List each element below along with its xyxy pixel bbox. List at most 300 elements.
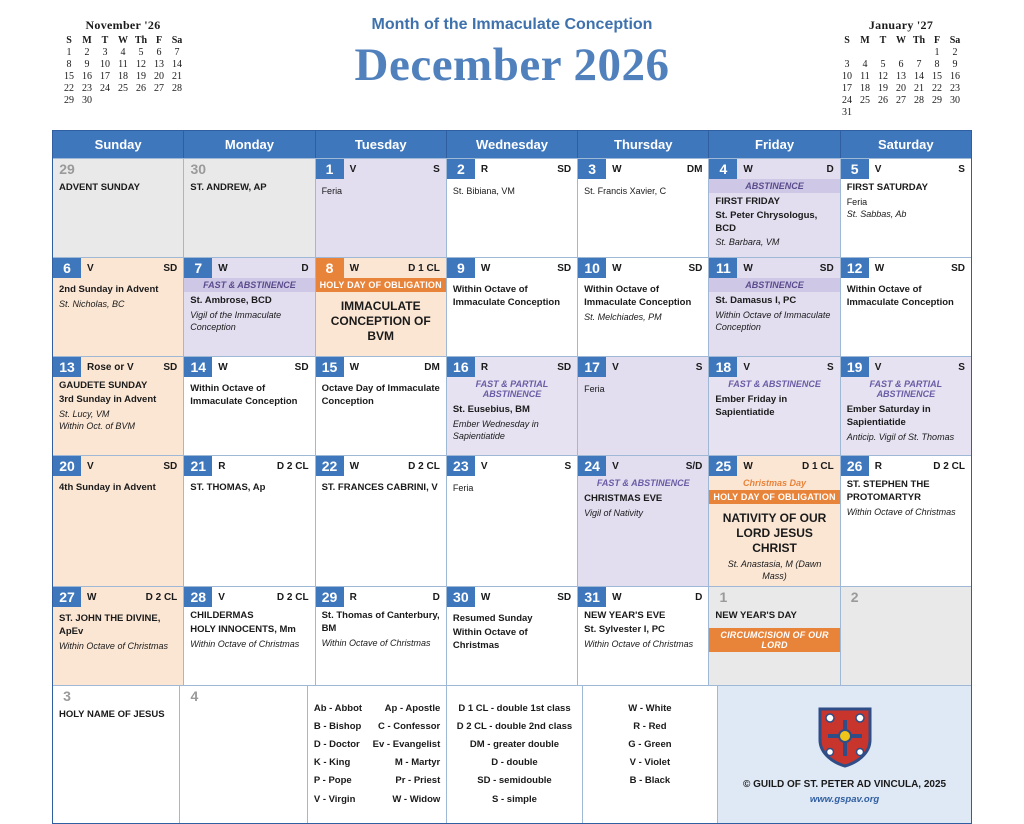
liturgical-color-code: V bbox=[874, 361, 882, 373]
day-entry: Ember Friday in Sapientiatide bbox=[715, 394, 788, 418]
day-number: 21 bbox=[184, 456, 212, 476]
liturgical-color-code: W bbox=[480, 262, 491, 274]
mini-day: 8 bbox=[934, 59, 940, 70]
mini-dow: Sa bbox=[949, 35, 961, 46]
liturgical-color-code: V bbox=[218, 591, 225, 603]
mini-calendar-previous-grid bbox=[60, 35, 186, 107]
day-banner: HOLY DAY OF OBLIGATION bbox=[316, 278, 446, 292]
rank-entry: D 1 CL - double 1st class bbox=[458, 703, 571, 715]
weekday-header-saturday: Saturday bbox=[878, 137, 934, 152]
mini-day: 6 bbox=[156, 47, 162, 58]
day-entry: St. Bibiana, VM bbox=[452, 186, 515, 196]
legend-ranks bbox=[447, 686, 582, 822]
day-banner: FAST & ABSTINENCE bbox=[596, 478, 690, 488]
day-entry: St. Barbara, VM bbox=[715, 237, 780, 248]
mini-day: 31 bbox=[842, 107, 852, 118]
day-number: 1 bbox=[316, 159, 344, 179]
day-entry: HOLY NAME OF JESUS bbox=[59, 709, 165, 721]
day-codes bbox=[606, 461, 708, 472]
mini-day: 1 bbox=[934, 47, 940, 58]
day-number: 14 bbox=[184, 357, 212, 377]
liturgical-color-code: V bbox=[87, 262, 94, 274]
day-entry: St. Nicholas, BC bbox=[59, 298, 125, 309]
mini-day: 2 bbox=[84, 47, 90, 58]
day-entry: Within Octave of Immaculate Conception bbox=[715, 309, 831, 332]
mini-day: 14 bbox=[914, 71, 924, 82]
liturgical-rank-code: SD bbox=[688, 262, 703, 274]
liturgical-color-code: R bbox=[480, 361, 489, 373]
day-codes bbox=[475, 263, 577, 274]
abbr-right: M - Martyr bbox=[394, 757, 441, 769]
day-body bbox=[578, 607, 708, 654]
liturgical-rank-code: S bbox=[827, 361, 834, 373]
mini-day: 29 bbox=[64, 95, 74, 106]
liturgical-color-code: V bbox=[349, 163, 357, 175]
mini-day bbox=[928, 107, 946, 119]
weekday-header-sunday: Sunday bbox=[53, 131, 184, 158]
day-entry: Within Octave of Christmas bbox=[452, 627, 528, 651]
day-entry: Vigil of Nativity bbox=[584, 507, 643, 518]
mini-day bbox=[168, 95, 186, 107]
calendar-day-cell[interactable] bbox=[578, 258, 709, 356]
calendar-day-cell[interactable] bbox=[447, 357, 578, 455]
calendar-day-cell[interactable] bbox=[841, 587, 971, 685]
day-entry: Ember Wednesday in Sapientiatide bbox=[452, 418, 539, 441]
mini-day: 28 bbox=[914, 95, 924, 106]
day-entry: ST. JOHN THE DIVINE, ApEv bbox=[59, 613, 161, 638]
liturgical-rank-code: SD bbox=[557, 361, 572, 373]
liturgical-rank-code: S bbox=[958, 361, 965, 373]
liturgical-rank-code: D 2 CL bbox=[276, 591, 309, 603]
day-obligation-banner: HOLY DAY OF OBLIGATION bbox=[709, 490, 839, 504]
day-body bbox=[447, 179, 577, 201]
calendar-day-cell[interactable] bbox=[316, 258, 447, 356]
liturgical-color-code: R bbox=[349, 591, 357, 603]
day-body bbox=[841, 278, 971, 315]
mini-day bbox=[892, 107, 910, 119]
calendar-day-cell[interactable] bbox=[841, 456, 971, 586]
calendar-day-cell[interactable] bbox=[578, 456, 709, 586]
mini-day: 6 bbox=[898, 59, 904, 70]
color-entry: V - Violet bbox=[629, 757, 671, 769]
calendar-day-cell[interactable] bbox=[184, 456, 315, 586]
day-entry: Feria bbox=[584, 384, 605, 394]
calendar-day-cell[interactable] bbox=[709, 587, 840, 685]
liturgical-rank-code: SD bbox=[557, 591, 572, 603]
mini-calendar-previous-title: November '26 bbox=[85, 18, 161, 32]
liturgical-color-code: W bbox=[743, 460, 753, 472]
mini-day: 14 bbox=[172, 59, 182, 70]
calendar-day-cell[interactable] bbox=[316, 357, 447, 455]
day-codes bbox=[212, 362, 314, 373]
day-banner: FAST & ABSTINENCE bbox=[728, 379, 821, 389]
mini-day: 10 bbox=[842, 71, 852, 82]
abbr-right: Ap - Apostle bbox=[384, 703, 441, 715]
mini-day: 4 bbox=[862, 59, 868, 70]
calendar-day-cell[interactable] bbox=[53, 159, 184, 257]
mini-day bbox=[946, 107, 964, 119]
liturgical-rank-code: D 1 CL bbox=[408, 262, 440, 274]
mini-day: 20 bbox=[154, 71, 164, 82]
liturgical-color-code: W bbox=[743, 163, 753, 175]
liturgical-rank-code: SD bbox=[557, 163, 572, 175]
calendar-day-cell[interactable] bbox=[447, 587, 578, 685]
mini-day: 5 bbox=[880, 59, 886, 70]
calendar-header bbox=[0, 0, 1024, 118]
calendar-day-cell[interactable] bbox=[578, 587, 709, 685]
day-codes bbox=[475, 592, 577, 603]
liturgical-rank-code: SD bbox=[163, 361, 178, 373]
day-entry: GAUDETE SUNDAY bbox=[59, 380, 148, 391]
abbr-right: Ev - Evangelist bbox=[372, 739, 441, 751]
day-number: 24 bbox=[578, 456, 606, 476]
day-codes bbox=[344, 164, 446, 175]
day-codes bbox=[737, 461, 839, 472]
mini-dow: Th bbox=[134, 35, 148, 46]
mini-dow: W bbox=[118, 35, 128, 46]
mini-calendar-next-grid bbox=[838, 35, 964, 119]
liturgical-rank-code: D 2 CL bbox=[408, 460, 440, 472]
day-entry: St. Thomas of Canterbury, BM bbox=[321, 610, 440, 635]
liturgical-rank-code: SD bbox=[951, 262, 965, 274]
day-body bbox=[184, 292, 314, 337]
liturgical-color-code: W bbox=[612, 591, 622, 603]
calendar-day-cell[interactable] bbox=[184, 357, 315, 455]
day-body bbox=[316, 476, 446, 500]
calendar-day-cell[interactable] bbox=[709, 456, 840, 586]
day-entry: St. Melchiades, PM bbox=[584, 311, 662, 322]
rank-entry: DM - greater double bbox=[469, 739, 560, 751]
mini-day: 27 bbox=[154, 83, 164, 94]
day-number: 8 bbox=[316, 258, 344, 278]
day-number: 15 bbox=[316, 357, 344, 377]
calendar-day-cell[interactable] bbox=[316, 159, 447, 257]
day-body bbox=[841, 179, 971, 224]
legend-colors bbox=[583, 686, 718, 822]
calendar-week-row bbox=[53, 356, 971, 455]
calendar-day-cell[interactable] bbox=[53, 357, 184, 455]
day-body bbox=[53, 607, 183, 656]
mini-day: 19 bbox=[878, 83, 888, 94]
abbr-right: W - Widow bbox=[392, 793, 441, 805]
day-number: 30 bbox=[190, 161, 207, 177]
calendar-week-row bbox=[53, 257, 971, 356]
liturgical-rank-code: S/D bbox=[685, 460, 703, 472]
day-codes bbox=[81, 461, 183, 472]
liturgical-color-code: W bbox=[87, 591, 97, 603]
mini-day: 18 bbox=[860, 83, 870, 94]
day-number: 29 bbox=[316, 587, 344, 607]
liturgical-color-code: V bbox=[612, 460, 619, 472]
day-codes bbox=[475, 164, 577, 175]
mini-dow: S bbox=[844, 35, 850, 46]
mini-day: 17 bbox=[100, 71, 110, 82]
day-codes bbox=[212, 592, 314, 603]
liturgical-rank-code: S bbox=[433, 163, 440, 175]
day-entry: Feria bbox=[452, 483, 474, 493]
mini-day bbox=[114, 95, 132, 107]
mini-dow: S bbox=[66, 35, 72, 46]
day-codes bbox=[737, 362, 839, 373]
liturgical-color-code: W bbox=[218, 361, 228, 373]
weekday-header-row bbox=[53, 131, 971, 158]
liturgical-color-code: W bbox=[218, 262, 228, 274]
mini-day: 21 bbox=[172, 71, 182, 82]
day-number: 2 bbox=[447, 159, 475, 179]
mini-day: 25 bbox=[118, 83, 128, 94]
calendar-day-cell[interactable] bbox=[841, 159, 971, 257]
day-entry: ST. THOMAS, Ap bbox=[190, 482, 266, 493]
mini-day: 11 bbox=[860, 71, 870, 82]
mini-dow: M bbox=[860, 35, 870, 46]
day-body bbox=[316, 377, 446, 414]
mini-day: 24 bbox=[842, 95, 852, 106]
calendar-day-cell[interactable] bbox=[316, 587, 447, 685]
day-entry: Ember Saturday in Sapientiatide bbox=[846, 404, 931, 428]
copyright-text: © GUILD OF ST. PETER AD VINCULA, 2025 bbox=[742, 778, 947, 790]
mini-day: 23 bbox=[950, 83, 960, 94]
liturgical-color-code: V bbox=[480, 460, 488, 472]
day-body bbox=[53, 377, 183, 436]
calendar-day-cell[interactable] bbox=[53, 456, 184, 586]
abbr-left: P - Pope bbox=[313, 775, 352, 787]
day-codes bbox=[869, 263, 971, 274]
day-body bbox=[316, 179, 446, 201]
day-number: 20 bbox=[53, 456, 81, 476]
calendar-day-cell[interactable] bbox=[578, 159, 709, 257]
calendar-day-cell[interactable] bbox=[447, 258, 578, 356]
day-entry: ST. FRANCES CABRINI, V bbox=[321, 482, 438, 493]
day-codes bbox=[869, 362, 971, 373]
day-body bbox=[447, 607, 577, 657]
mini-day: 25 bbox=[860, 95, 870, 106]
liturgical-color-code: W bbox=[480, 591, 491, 603]
calendar-day-cell[interactable] bbox=[184, 587, 315, 685]
day-body bbox=[447, 401, 577, 446]
primary-feast-title: NATIVITY OF OUR LORD JESUS CHRIST bbox=[722, 511, 827, 555]
day-number: 23 bbox=[447, 456, 475, 476]
weekday-header-friday: Friday bbox=[709, 131, 840, 158]
calendar-day-cell[interactable] bbox=[709, 159, 840, 257]
day-body bbox=[709, 504, 839, 586]
color-entry: B - Black bbox=[629, 775, 671, 787]
mini-dow: Th bbox=[912, 35, 926, 46]
day-banner: FAST & ABSTINENCE bbox=[184, 278, 314, 292]
day-entry: Within Octave of Christmas bbox=[584, 638, 694, 649]
mini-dow: F bbox=[933, 35, 941, 46]
mini-day: 10 bbox=[100, 59, 110, 70]
day-number: 3 bbox=[63, 688, 71, 705]
abbr-left: Ab - Abbot bbox=[313, 703, 363, 715]
calendar-week-row bbox=[53, 455, 971, 586]
abbr-left: B - Bishop bbox=[313, 721, 362, 733]
mini-day: 26 bbox=[136, 83, 146, 94]
calendar-day-cell[interactable] bbox=[184, 159, 315, 257]
day-codes bbox=[606, 362, 708, 373]
liturgical-color-code: W bbox=[349, 361, 360, 373]
liturgical-color-code: W bbox=[612, 262, 622, 274]
mini-day: 12 bbox=[878, 71, 888, 82]
day-entry: CHILDERMAS bbox=[190, 610, 254, 622]
day-entry: St. Peter Chrysologus, BCD bbox=[715, 209, 818, 234]
liturgical-color-code: Rose or V bbox=[87, 361, 134, 373]
liturgical-rank-code: S bbox=[564, 460, 572, 472]
day-banner: FAST & PARTIAL ABSTINENCE bbox=[869, 379, 943, 399]
day-codes bbox=[606, 164, 708, 175]
calendar-day-cell[interactable] bbox=[709, 357, 840, 455]
day-number: 27 bbox=[53, 587, 81, 607]
day-entry: St. Damasus I, PC bbox=[715, 295, 797, 306]
mini-day bbox=[874, 107, 892, 119]
day-body bbox=[53, 278, 183, 314]
mini-day: 26 bbox=[878, 95, 888, 106]
day-codes bbox=[737, 263, 839, 274]
day-codes bbox=[737, 164, 839, 175]
weekday-header-wednesday: Wednesday bbox=[447, 131, 578, 158]
liturgical-color-code: R bbox=[874, 460, 882, 472]
mini-calendar-next-month bbox=[838, 18, 964, 119]
mini-calendar-previous-month bbox=[60, 18, 186, 107]
day-number: 1 bbox=[719, 589, 728, 606]
day-entry: Within Oct. of BVM bbox=[59, 420, 135, 431]
day-entry: 3rd Sunday in Advent bbox=[59, 393, 157, 405]
day-number: 2 bbox=[850, 589, 859, 606]
day-entry: Anticip. Vigil of St. Thomas bbox=[846, 431, 955, 442]
day-number: 5 bbox=[841, 159, 869, 179]
color-entry: R - Red bbox=[633, 721, 667, 733]
day-codes bbox=[475, 461, 577, 472]
calendar-day-cell[interactable] bbox=[184, 258, 315, 356]
day-number: 3 bbox=[578, 159, 606, 179]
liturgical-rank-code: S bbox=[695, 361, 703, 373]
day-codes bbox=[475, 362, 577, 373]
mini-day: 27 bbox=[896, 95, 906, 106]
day-body bbox=[841, 476, 971, 522]
mini-day: 20 bbox=[896, 83, 906, 94]
mini-dow: T bbox=[101, 35, 109, 46]
day-number: 11 bbox=[709, 258, 737, 278]
mini-day: 15 bbox=[64, 71, 74, 82]
day-body bbox=[316, 292, 446, 350]
rank-entry: S - simple bbox=[492, 793, 537, 805]
calendar-day-cell[interactable] bbox=[53, 587, 184, 685]
day-number: 16 bbox=[447, 357, 475, 377]
mini-day: 24 bbox=[100, 83, 110, 94]
day-entry: FIRST SATURDAY bbox=[846, 182, 928, 193]
day-codes bbox=[81, 592, 183, 603]
mini-day bbox=[150, 95, 168, 107]
day-number: 10 bbox=[578, 258, 606, 278]
liturgical-rank-code: D bbox=[826, 163, 834, 175]
mini-day bbox=[838, 47, 856, 59]
mini-day: 9 bbox=[84, 59, 90, 70]
guild-shield-icon bbox=[816, 706, 874, 773]
legend-row bbox=[53, 685, 971, 822]
mini-day: 18 bbox=[118, 71, 128, 82]
day-entry: Resumed Sunday bbox=[452, 613, 533, 625]
day-entry: 2nd Sunday in Advent bbox=[59, 284, 159, 295]
mini-day: 29 bbox=[932, 95, 942, 106]
day-body bbox=[709, 193, 839, 253]
day-entry: Within Octave of Immaculate Conception bbox=[584, 284, 692, 308]
day-body bbox=[709, 607, 839, 628]
mini-day: 5 bbox=[138, 47, 144, 58]
mini-day: 21 bbox=[914, 83, 924, 94]
trailing-day-cell-4[interactable] bbox=[180, 686, 307, 822]
mini-dow: F bbox=[155, 35, 163, 46]
liturgical-rank-code: D 1 CL bbox=[802, 460, 834, 472]
liturgical-rank-code: D 2 CL bbox=[276, 460, 309, 472]
calendar-weeks bbox=[53, 158, 971, 685]
day-entry: ADVENT SUNDAY bbox=[59, 182, 140, 193]
liturgical-rank-code: D 2 CL bbox=[145, 591, 178, 603]
mini-day: 7 bbox=[916, 59, 922, 70]
day-number: 12 bbox=[841, 258, 869, 278]
day-body bbox=[578, 490, 708, 523]
mini-dow: T bbox=[879, 35, 887, 46]
liturgical-rank-code: D bbox=[432, 591, 440, 603]
day-entry: Feria bbox=[321, 186, 343, 196]
mini-day: 7 bbox=[174, 47, 180, 58]
calendar-day-cell[interactable] bbox=[841, 258, 971, 356]
day-entry: St. Francis Xavier, C bbox=[584, 186, 667, 196]
calendar-day-cell[interactable] bbox=[578, 357, 709, 455]
day-body bbox=[841, 401, 971, 447]
mini-dow: Sa bbox=[171, 35, 183, 46]
calendar-week-row bbox=[53, 158, 971, 257]
day-body bbox=[184, 607, 314, 654]
mini-day: 16 bbox=[82, 71, 92, 82]
website-link[interactable]: www.gspav.org bbox=[809, 793, 880, 805]
weekday-header-thursday: Thursday bbox=[578, 131, 709, 158]
day-banner: ABSTINENCE bbox=[709, 278, 839, 292]
day-codes bbox=[606, 263, 708, 274]
mini-day: 13 bbox=[154, 59, 164, 70]
day-entry: St. Anastasia, M (Dawn Mass) bbox=[727, 559, 822, 582]
day-number: 25 bbox=[709, 456, 737, 476]
day-codes bbox=[606, 592, 708, 603]
day-entry: CHRISTMAS EVE bbox=[584, 493, 663, 504]
mini-day: 30 bbox=[82, 95, 92, 106]
day-body bbox=[184, 476, 314, 500]
credit-block bbox=[718, 686, 971, 822]
page-title: December 2026 bbox=[354, 39, 670, 91]
day-body bbox=[709, 292, 839, 337]
abbr-right: C - Confessor bbox=[377, 721, 441, 733]
trailing-day-cell-3[interactable] bbox=[53, 686, 180, 822]
day-footer-banner: CIRCUMCISION OF OUR LORD bbox=[709, 628, 839, 652]
day-body bbox=[709, 391, 839, 425]
calendar-day-cell[interactable] bbox=[53, 258, 184, 356]
day-entry: St. Eusebius, BM bbox=[452, 404, 530, 415]
day-entry: ST. STEPHEN THE PROTOMARTYR bbox=[846, 479, 930, 503]
mini-dow: M bbox=[82, 35, 92, 46]
day-codes bbox=[344, 592, 446, 603]
rank-entry: D - double bbox=[491, 757, 538, 769]
day-body bbox=[447, 278, 577, 315]
liturgical-color-code: W bbox=[349, 262, 360, 274]
calendar-day-cell[interactable] bbox=[447, 159, 578, 257]
calendar-day-cell[interactable] bbox=[316, 456, 447, 586]
calendar-day-cell[interactable] bbox=[841, 357, 971, 455]
calendar-day-cell[interactable] bbox=[447, 456, 578, 586]
liturgical-color-code: W bbox=[612, 163, 622, 175]
calendar-day-cell[interactable] bbox=[709, 258, 840, 356]
legend-abbreviations bbox=[308, 686, 447, 822]
mini-day: 17 bbox=[842, 83, 852, 94]
liturgical-color-code: V bbox=[612, 361, 619, 373]
day-entry: St. Lucy, VM bbox=[59, 408, 110, 419]
